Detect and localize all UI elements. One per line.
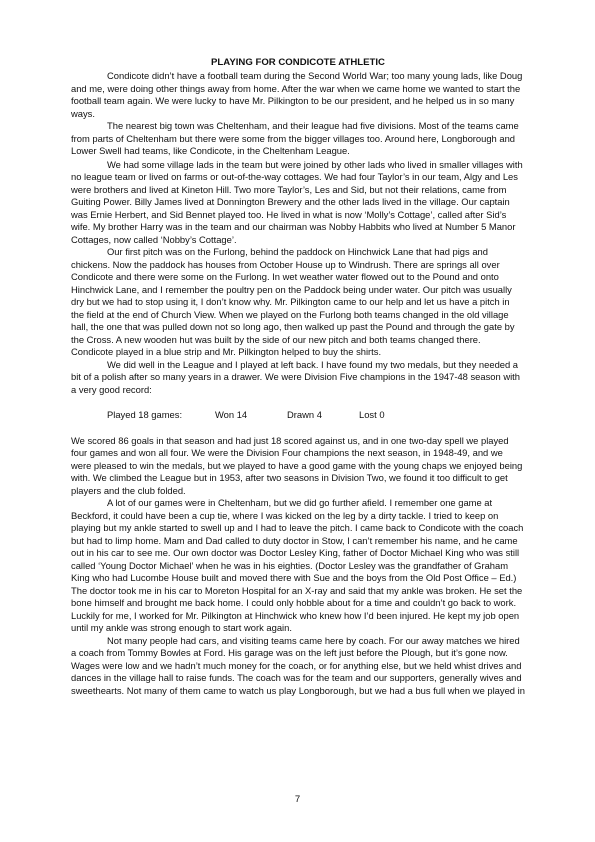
- record-played: Played 18 games:: [107, 409, 183, 420]
- paragraph-intro: Condicote didn’t have a football team during the Second World War; too many young lads, like Doug and me, were doing other things away from home. After the war when we came home we wanted to start the football team again. We were lucky to have Mr. Pilkington to be our president, and he helped us in so many ways.: [71, 70, 523, 119]
- record-won: Won 14: [215, 409, 248, 420]
- page-number: 7: [294, 794, 301, 805]
- record-lost: Lost 0: [359, 409, 385, 420]
- paragraph-league-record: We did well in the League and I played at left back. I have found my two medals, but they needed a bit of a polish after so many years in a drawer. We were Division Five champions in the 1947-48 season with a very good record:: [71, 358, 521, 395]
- paragraph-cheltenham-league: The nearest big town was Cheltenham, and their league had five divisions. Most of the teams came from parts of Cheltenham but there were some from the bigger villages too. Around here, Longborough and Lower Swell had teams, like Condicote, in the Cheltenham League.: [71, 120, 519, 156]
- paragraph-coach-travel: Not many people had cars, and visiting teams came here by coach. For our away matches we hired a coach from Tommy Bowles at Ford. His garage was on the left just before the Plough, but it’s gone now. Wages were low and we hadn’t much money for the coach, or for anything else, but we held whist drives and dances in the village hall to raise funds. The coach was for the team and our supporters, generally wives and sweethearts. Not many of them came to watch us play Longborough, but we had a bus full when we played in: [71, 634, 525, 696]
- paragraph-beckford-injury: A lot of our games were in Cheltenham, but we did go further afield. I remember one game at Beckford, it could have been a cup tie, where I was kicked on the leg by a dirty tackle. I tried to keep on playing but my ankle started to swell up and I had to leave the pitch. I came back to Condicote with the coach but had to limp home. Mam and Dad called to duty doctor in Stow, I can’t remember his name, and he came out in his car to see me. Our own doctor was Doctor Lesley King, father of Doctor Michael King who was still called ‘Young Doctor Michael’ when he was in his eighties. (Doctor Lesley was the grandfather of Graham King who had Lucombe House built and moved there with Sue and the boys from the Old Post Office – Ed.) The doctor took me in his car to Moreton Hospital for an X-ray and said that my ankle was broken. He set the bone himself and brought me back home. I could only hobble about for a time and couldn’t go back to work. Luckily for me, I worked for Mr. Pilkington at Hinchwick who knew how I’d been injured. He kept my job open until my ankle was strong enough to start work again.: [71, 497, 524, 633]
- season-record: [71, 409, 525, 422]
- paragraph-goals-scored: We scored 86 goals in that season and had just 18 scored against us, and in one two-day spell we played four games and won all four. We were the Division Four champions the next season, in 1948-49, and we were pleased to win the medals, but we played to have a good game with the young chaps we enjoyed being with. We climbed the League but in 1953, after two seasons in Division Two, we found it too difficult to get players and the club folded.: [71, 434, 523, 496]
- paragraph-first-pitch: Our first pitch was on the Furlong, behind the paddock on Hinchwick Lane that had pigs and chickens. Now the paddock has houses from October House up to Windrush. There are springs all over Condicote and there were some on the Furlong. In wet weather water flowed out to the Pound and onto Hinchwick Lane, and I remember the poultry pen on the Paddock being under water. Our pitch was usually dry but we had to stop using it, I don’t know why. Mr. Pilkington came to our help and let us have a pitch in the field at the end of Church View. When we played on the Furlong both teams changed in the old village hall, the one that was pulled down not so long ago, then walked up past the Pound and through the gate by the Cross. A new wooden hut was built by the side of our new pitch and both teams changed there. Condicote played in a blue strip and Mr. Pilkington helped to buy the shirts.: [71, 246, 515, 357]
- paragraph-team-members: We had some village lads in the team but were joined by other lads who lived in smaller villages with no league team or lived on farms or out-of-the-way cottages. We had four Taylor’s in our team, Algy and Les were brothers and lived at Kineton Hill. Two more Taylor’s, Les and Sid, but not their relations, came from Guiting Power. Billy James lived at Donnington Brewery and the other lads lived in the village. Our captain was Ernie Herbert, and Sid Bennet played too. He lived in what is now ‘Molly’s Cottage’, called after Sid’s wife. My brother Harry was in the team and our chairman was Nobby Habbits who lived at Number 5 Manor Cottages, now called ‘Nobby’s Cottage’.: [71, 158, 523, 245]
- record-drawn: Drawn 4: [287, 409, 322, 420]
- page-title: PLAYING FOR CONDICOTE ATHLETIC: [211, 57, 385, 68]
